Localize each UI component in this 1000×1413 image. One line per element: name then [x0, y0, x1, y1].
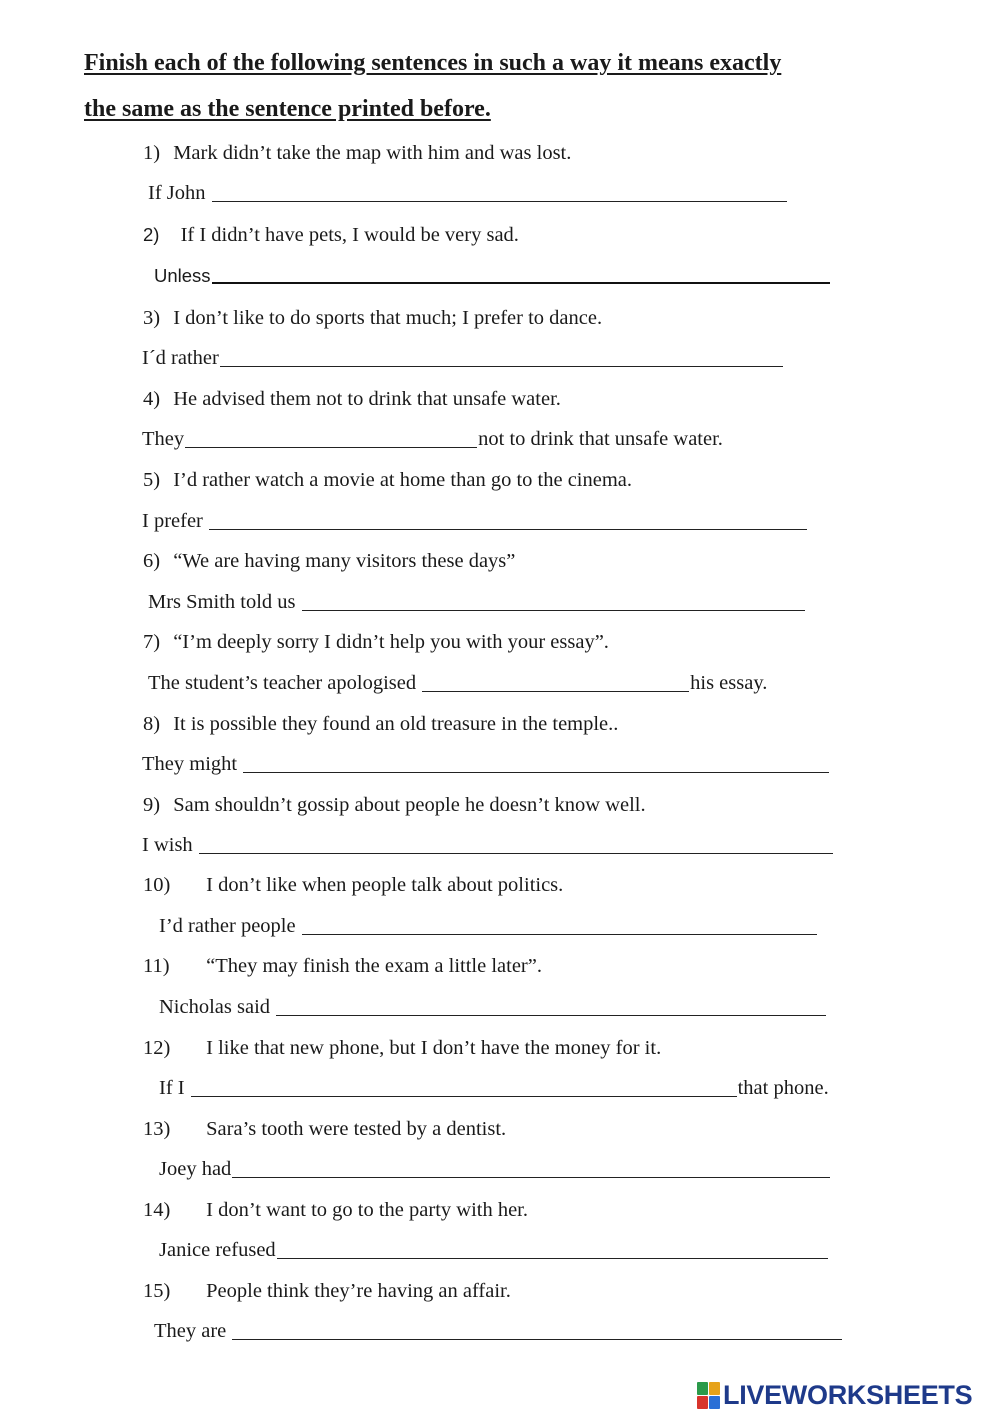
answer-blank-8[interactable] [243, 754, 829, 773]
question-2 [143, 224, 519, 247]
question-stem: I don’t like when people talk about politics. [206, 874, 564, 896]
question-number: 10) [143, 874, 171, 896]
answer-prefix: They are [154, 1320, 227, 1342]
answer-blank-4[interactable] [185, 429, 477, 448]
answer-blank-13[interactable] [232, 1159, 830, 1178]
question-stem: I’d rather watch a movie at home than go to the cinema. [173, 469, 633, 491]
question-stem: He advised them not to drink that unsafe water. [173, 388, 561, 410]
answer-line-14 [159, 1239, 828, 1262]
question-number: 6) [143, 550, 161, 572]
answer-suffix: not to drink that unsafe water. [478, 428, 723, 450]
question-9 [143, 794, 646, 817]
answer-prefix: They might [142, 753, 238, 775]
answer-blank-3[interactable] [220, 348, 783, 367]
answer-line-4 [142, 428, 723, 451]
answer-blank-10[interactable] [302, 916, 817, 935]
question-number: 8) [143, 713, 161, 735]
logo-mark-icon [697, 1382, 720, 1409]
answer-prefix: Joey had [159, 1158, 232, 1180]
question-12 [143, 1037, 661, 1060]
question-10 [143, 874, 563, 897]
answer-blank-2[interactable] [212, 264, 830, 284]
question-stem: I like that new phone, but I don’t have the money for it. [206, 1037, 662, 1059]
answer-line-9 [142, 834, 833, 857]
question-11 [143, 955, 542, 978]
answer-line-6 [148, 591, 805, 614]
instructions-line-1: Finish each of the following sentences in such a way it means exactly [84, 50, 782, 76]
answer-line-13 [159, 1158, 830, 1181]
question-number: 11) [143, 955, 170, 977]
question-number: 15) [143, 1280, 171, 1302]
question-stem: “They may finish the exam a little later”. [206, 955, 542, 977]
question-stem: It is possible they found an old treasure in the temple.. [173, 713, 619, 735]
question-3 [143, 307, 602, 330]
question-number: 9) [143, 794, 161, 816]
answer-blank-11[interactable] [276, 997, 826, 1016]
answer-prefix: I’d rather people [159, 915, 296, 937]
logo-tile [697, 1396, 708, 1409]
question-15 [143, 1280, 511, 1303]
question-4 [143, 388, 561, 411]
question-7 [143, 631, 609, 654]
answer-line-3 [142, 347, 783, 370]
answer-prefix: I´d rather [142, 347, 219, 369]
question-stem: People think they’re having an affair. [206, 1280, 511, 1302]
question-6 [143, 550, 515, 573]
answer-line-8 [142, 753, 829, 776]
answer-blank-9[interactable] [199, 835, 833, 854]
question-stem: “We are having many visitors these days” [173, 550, 516, 572]
answer-blank-12[interactable] [191, 1078, 737, 1097]
answer-line-12 [159, 1077, 829, 1100]
question-number: 3) [143, 307, 161, 329]
answer-prefix: Unless [154, 265, 211, 286]
question-stem: Sam shouldn’t gossip about people he doesn’t know well. [173, 794, 646, 816]
answer-prefix: If I [159, 1077, 185, 1099]
answer-blank-7[interactable] [422, 673, 689, 692]
question-stem: I don’t like to do sports that much; I prefer to dance. [173, 307, 603, 329]
answer-line-10 [159, 915, 817, 938]
answer-line-1 [148, 182, 787, 205]
answer-prefix: I wish [142, 834, 193, 856]
logo-tile [697, 1382, 708, 1395]
question-number: 13) [143, 1118, 171, 1140]
answer-line-11 [159, 996, 826, 1019]
answer-prefix: Mrs Smith told us [148, 591, 296, 613]
answer-line-7 [148, 672, 767, 695]
answer-blank-5[interactable] [209, 511, 807, 530]
question-stem: “I’m deeply sorry I didn’t help you with your essay”. [173, 631, 609, 653]
question-number: 4) [143, 388, 161, 410]
question-8 [143, 713, 618, 736]
answer-prefix: They [142, 428, 185, 450]
answer-prefix: If John [148, 182, 206, 204]
question-number: 7) [143, 631, 161, 653]
question-number: 1) [143, 142, 161, 164]
question-number: 12) [143, 1037, 171, 1059]
answer-line-15 [154, 1320, 842, 1343]
answer-suffix: that phone. [737, 1077, 829, 1099]
question-number: 5) [143, 469, 161, 491]
answer-line-5 [142, 510, 807, 533]
question-stem: If I didn’t have pets, I would be very sad. [180, 224, 519, 246]
question-stem: Sara’s tooth were tested by a dentist. [206, 1118, 507, 1140]
liveworksheets-logo [697, 1380, 972, 1411]
answer-suffix: his essay. [690, 672, 768, 694]
answer-blank-1[interactable] [212, 183, 787, 202]
question-number: 14) [143, 1199, 171, 1221]
question-1 [143, 142, 571, 165]
logo-tile [709, 1382, 720, 1395]
instructions-line-2: the same as the sentence printed before. [84, 96, 491, 122]
logo-text: LIVEWORKSHEETS [723, 1380, 973, 1410]
answer-prefix: The student’s teacher apologised [148, 672, 417, 694]
answer-prefix: I prefer [142, 510, 203, 532]
question-13 [143, 1118, 506, 1141]
question-stem: I don’t want to go to the party with her. [206, 1199, 528, 1221]
question-14 [143, 1199, 528, 1222]
answer-prefix: Nicholas said [159, 996, 271, 1018]
answer-blank-6[interactable] [302, 592, 805, 611]
question-stem: Mark didn’t take the map with him and was lost. [173, 142, 572, 164]
answer-prefix: Janice refused [159, 1239, 276, 1261]
answer-blank-14[interactable] [277, 1240, 828, 1259]
logo-tile [709, 1396, 720, 1409]
answer-blank-15[interactable] [232, 1321, 842, 1340]
answer-line-2 [154, 264, 830, 287]
question-number: 2) [143, 224, 160, 245]
question-5 [143, 469, 632, 492]
